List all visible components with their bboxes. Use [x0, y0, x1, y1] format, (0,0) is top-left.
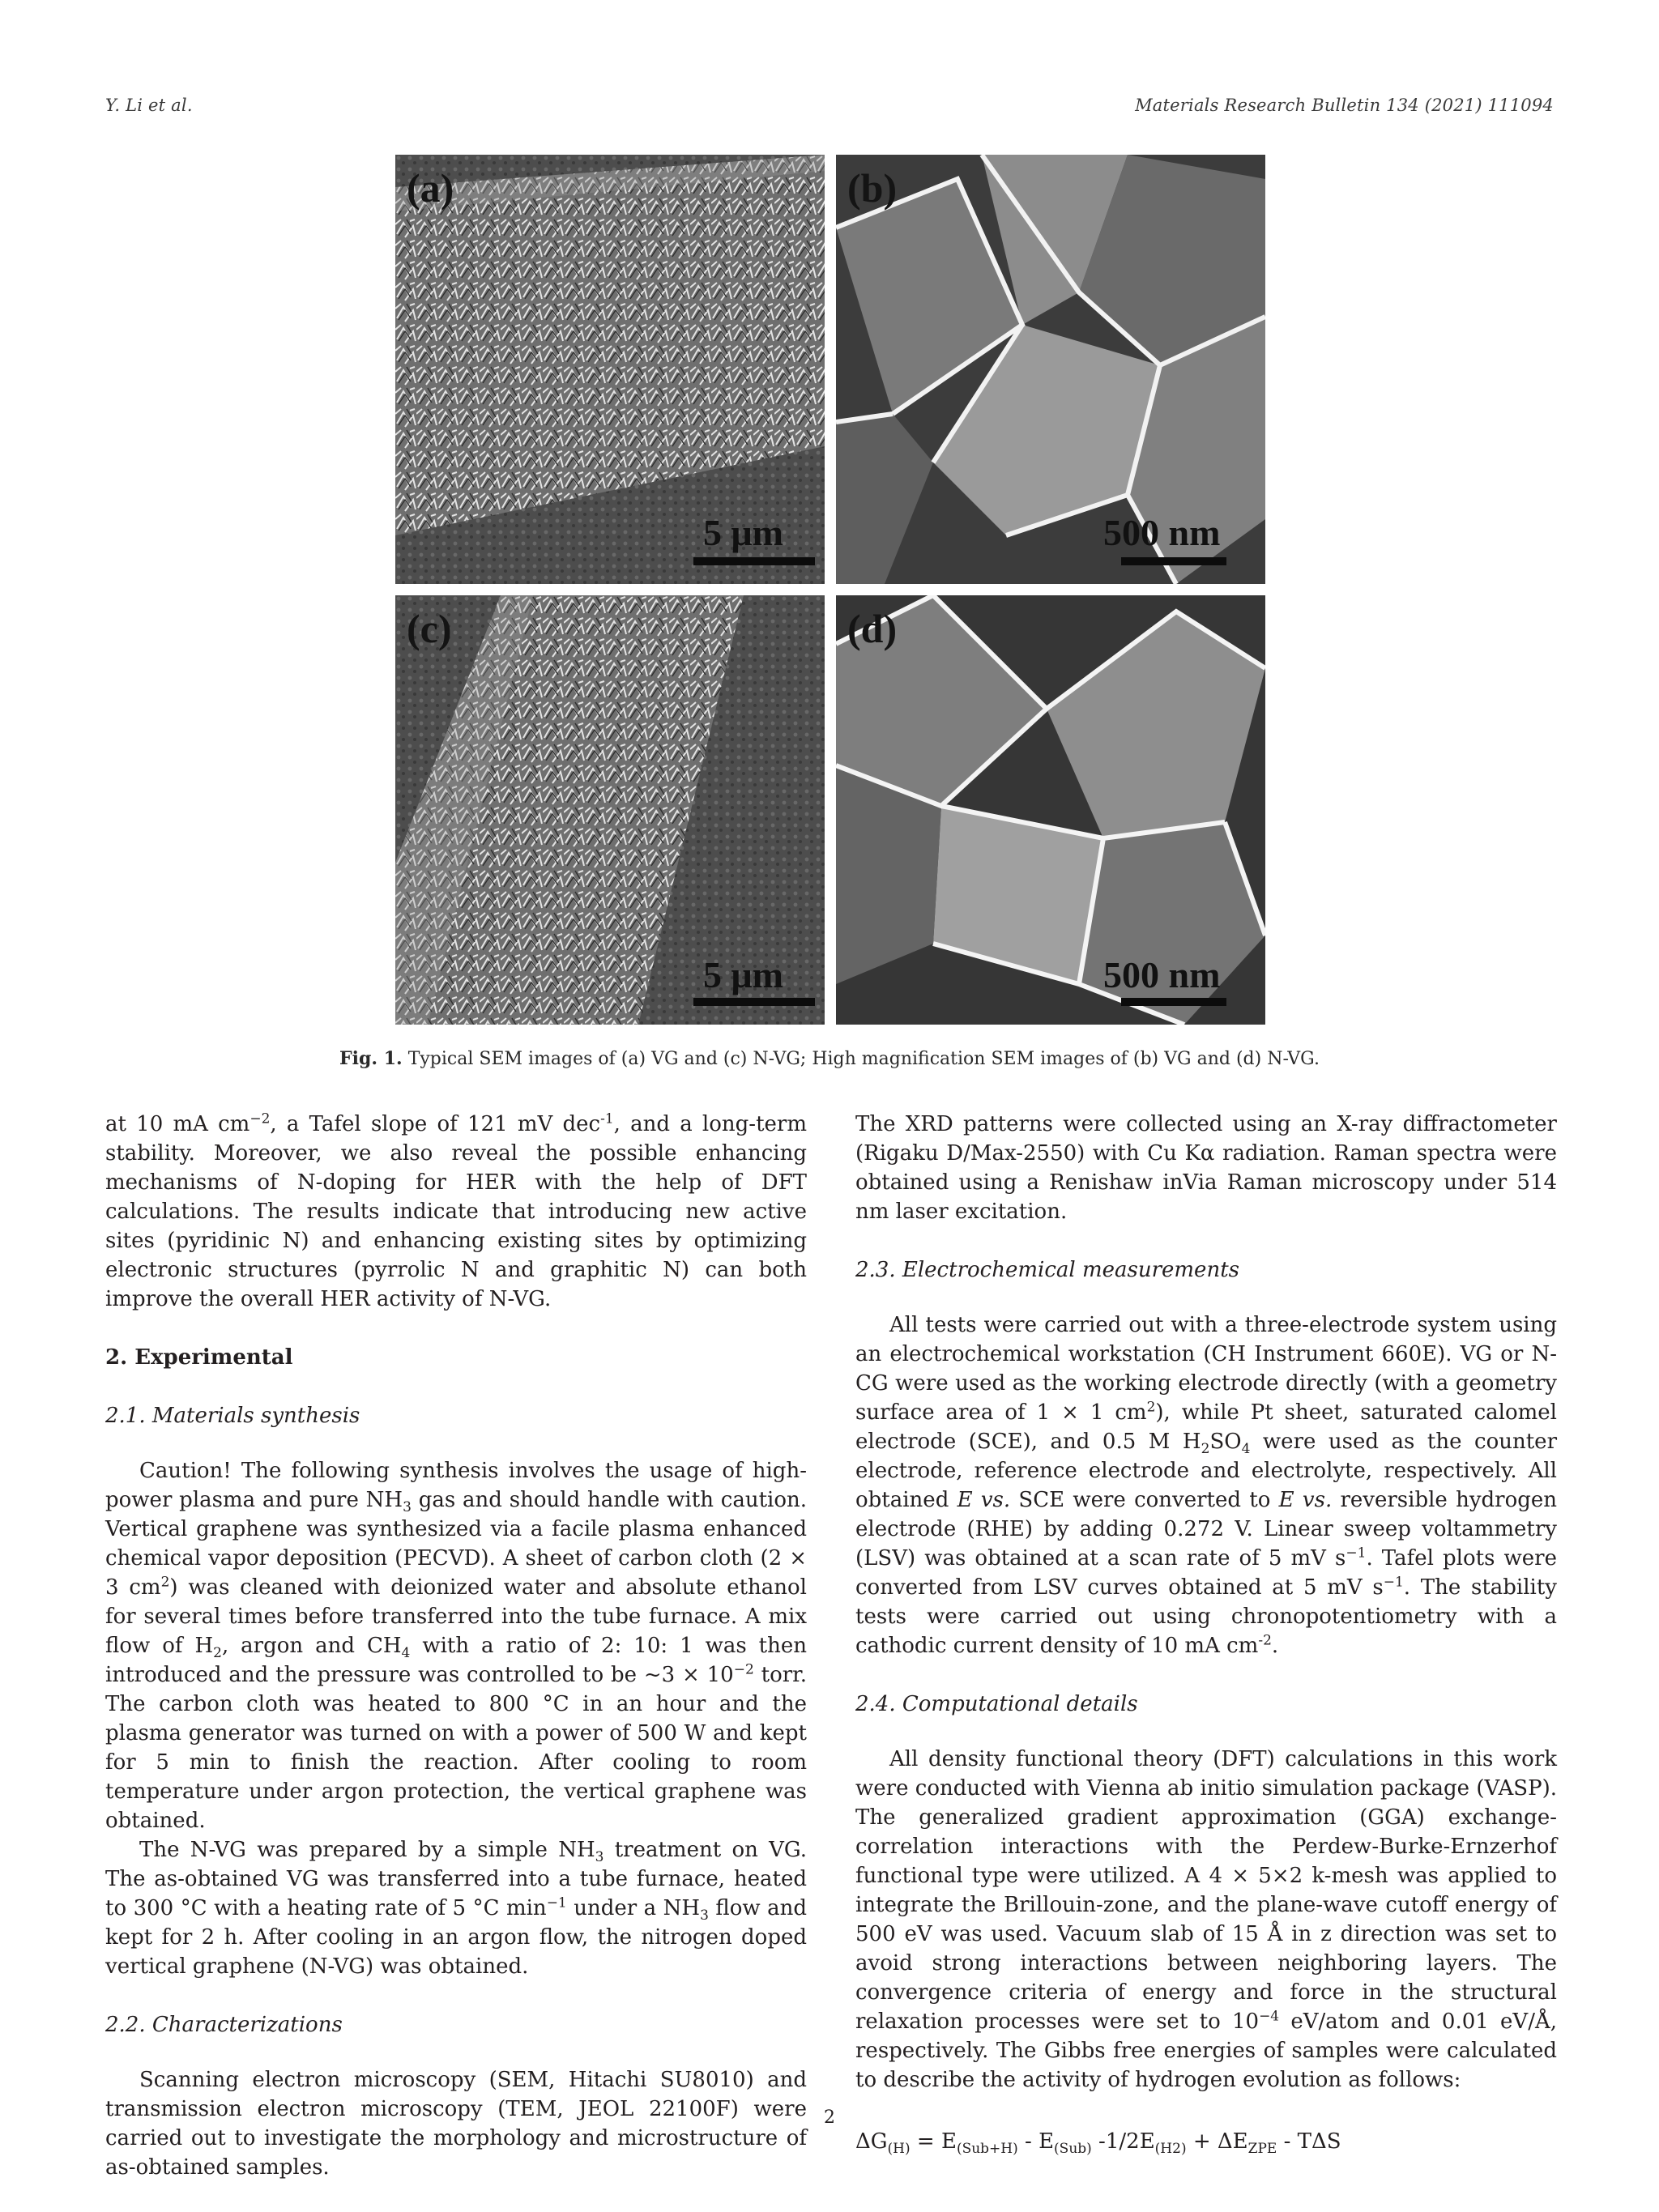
panel-label-a: (a) [407, 165, 454, 211]
gibbs-equation: $\Delta G_{(H)} = E_{(Sub+H)} - E_{(Sub)}$ $-1/2E_{(H2)} + \Delta E_{ZPE} - T\Delta S$ [855, 2129, 1341, 2158]
subsection-heading-electrochemical: 2.3. Electrochemical measurements [855, 1258, 1239, 1282]
section-heading-experimental: 2. Experimental [105, 1345, 293, 1370]
figure-caption [105, 1048, 1554, 1069]
scale-label-a: 5 μm [703, 512, 783, 553]
sem-image-a [395, 155, 825, 584]
panel-label-b: (b) [847, 165, 898, 211]
scale-bar-d [1121, 998, 1226, 1006]
running-head-journal: Materials Research Bulletin 134 (2021) 111094 [1135, 96, 1554, 115]
paragraph-computational: All density functional theory (DFT) calculations in this work were conducted with Vienna ab initio simulation package (VASP). The generalized gradient approximation (GGA) exchange-correlation interactions with the Perdew-Burke-Ernzerhof functional type were utilized. A 4 × 5×2 k-mesh was applied to integrate the Brillouin-zone, and the plane-wave cutoff energy of 500 eV was used. Vacuum slab of 15 Å in z direction was set to avoid strong interactions between neighboring layers. The convergence criteria of energy and force in the structural relaxation processes were set to $10^{-4}$ eV/atom and 0.01 eV/Å, respectively. The Gibbs free energies of samples were calculated to describe the activity of hydrogen evolution as follows: [855, 1747, 1557, 2092]
subsection-heading-materials-synthesis: 2.1. Materials synthesis [105, 1404, 360, 1428]
panel-label-d: (d) [847, 606, 898, 651]
scale-bar-b [1121, 557, 1226, 565]
scale-label-b: 500 nm [1103, 512, 1221, 553]
scale-label-d: 500 nm [1103, 954, 1221, 995]
left-column [105, 1110, 807, 2182]
paragraph-electrochemical: All tests were carried out with a three-electrode system using an electrochemical workstation (CH Instrument 660E). VG or N-CG were used as the working electrode directly (with a geometry surface area of 1 × 1 $cm^2$), while Pt sheet, saturated calomel electrode (SCE), and 0.5 M $H_2SO_4$ were used as the counter electrode, reference electrode and electrolyte, respectively. All obtained E vs. SCE were converted to E vs. reversible hydrogen electrode (RHE) by adding 0.272 V. Linear sweep voltammetry (LSV) was obtained at a scan rate of 5 mV $s^{-1}$. Tafel plots were converted from LSV curves obtained at 5 mV $s^{-1}$. The stability tests were carried out using chronopotentiometry with a cathodic current density of 10 mA $cm^{-2}$. [855, 1313, 1558, 1658]
right-column [855, 1110, 1557, 2156]
sem-image-d [836, 595, 1265, 1025]
sem-image-c [395, 595, 825, 1025]
paragraph-synthesis-1: Caution! The following synthesis involves the usage of high-power plasma and pure $NH_3$ gas and should handle with caution. Vertical graphene was synthesized via a facile plasma enhanced chemical vapor deposition (PECVD). A sheet of carbon cloth (2 × 3 $cm^2$) was cleaned with deionized water and absolute ethanol for several times before transferred into the tube furnace. A mix flow of $H_2$, argon and $CH_4$ with a ratio of 2: 10: 1 was then introduced and the pressure was controlled to be ~3 × $10^{-2}$ torr. The carbon cloth was heated to 800 °C in an hour and the plasma generator was turned on with a power of 500 W and kept for 5 min to finish the reaction. After cooling to room temperature under argon protection, the vertical graphene was obtained. [105, 1459, 807, 1833]
paragraph-synthesis-2: The N-VG was prepared by a simple $NH_3$ treatment on VG. The as-obtained VG was transferred into a tube furnace, heated to 300 °C with a heating rate of 5 °C $\min^{-1}$ under a $NH_3$ flow and kept for 2 h. After cooling in an argon flow, the nitrogen doped vertical graphene (N-VG) was obtained. [105, 1838, 808, 1979]
scale-bar-a [693, 557, 815, 565]
page-number: 2 [824, 2108, 835, 2128]
figure-caption-label: Fig. 1. [339, 1048, 403, 1069]
paragraph-characterizations-cont: The XRD patterns were collected using an X-ray diffractometer (Rigaku D/Max-2550) with Cu Kα radiation. Raman spectra were obtained using a Renishaw inVia Raman microscopy under 514 nm laser excitation. [855, 1112, 1557, 1224]
subsection-heading-computational: 2.4. Computational details [855, 1692, 1138, 1716]
panel-label-c: (c) [407, 606, 452, 651]
paragraph-characterizations: Scanning electron microscopy (SEM, Hitachi SU8010) and transmission electron microscopy (TEM, JEOL 22100F) were carried out to investigate the morphology and microstructure of as-obtained samples. [105, 2068, 807, 2180]
subsection-heading-characterizations: 2.2. Characterizations [105, 2013, 343, 2037]
figure-caption-text: Typical SEM images of (a) VG and (c) N-VG; High magnification SEM images of (b) VG and (d) N-VG. [407, 1049, 1320, 1069]
scale-bar-c [693, 998, 815, 1006]
scale-label-c: 5 μm [703, 954, 783, 995]
sem-image-b [836, 155, 1265, 584]
running-head-authors: Y. Li et al. [105, 96, 193, 115]
intro-paragraph-end: at 10 mA $cm^{-2}$, a Tafel slope of 121 mV dec$^{-1}$, and a long-term stability. Moreover, we also reveal the possible enhancing mechanisms of N-doping for HER with the help of DFT calculations. The results indicate that introducing new active sites (pyridinic N) and enhancing existing sites by optimizing electronic structures (pyrrolic N and graphitic N) can both improve the overall HER activity of N-VG. [105, 1110, 807, 1311]
